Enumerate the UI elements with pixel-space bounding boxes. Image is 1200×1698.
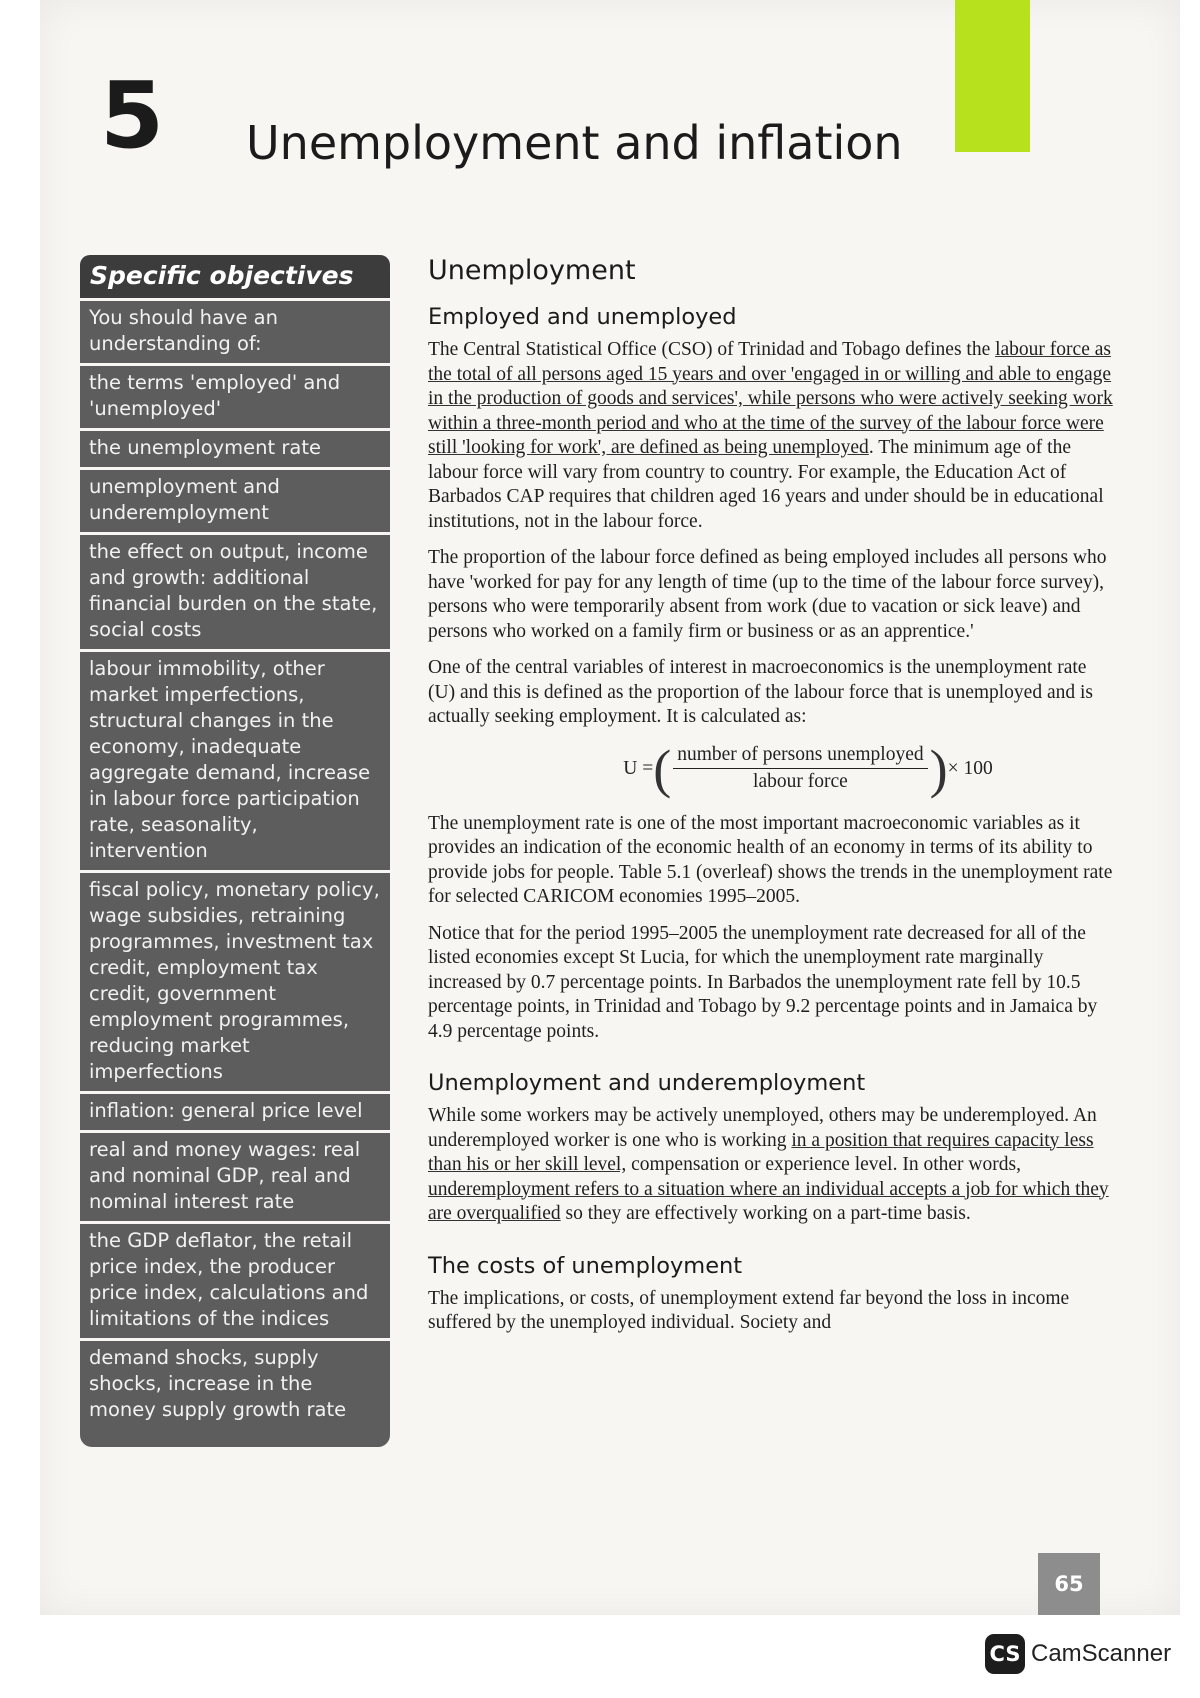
camscanner-logo-icon: CS xyxy=(985,1634,1025,1674)
main-text xyxy=(428,255,1118,1348)
sidebar-item: the GDP deflator, the retail price index, the producer price index, calculations and limitations of the indices xyxy=(80,1224,390,1338)
paragraph-text: compensation or experience level. In other words, xyxy=(626,1154,1021,1175)
paragraph: The implications, or costs, of unemployment extend far beyond the loss in income suffered by the unemployed individual. Society and xyxy=(428,1287,1070,1333)
sidebar-item: labour immobility, other market imperfections, structural changes in the economy, inadequate aggregate demand, increase in labour force participation rate, seasonality, intervention xyxy=(80,652,390,870)
formula-rhs: × 100 xyxy=(947,757,993,779)
paragraph-text: so they are effectively working on a part-time basis. xyxy=(560,1203,971,1224)
unemployment-rate-formula xyxy=(498,738,1118,799)
sidebar-header: Specific objectives xyxy=(80,255,390,298)
paragraph-text: While some workers may be actively unemployed, others may be underemployed. An underemployed worker is one who is working xyxy=(428,1105,1097,1151)
sidebar-item: fiscal policy, monetary policy, wage subsidies, retraining programmes, investment tax credit, employment tax credit, government employment programmes, reducing market imperfections xyxy=(80,873,390,1091)
paragraph: The proportion of the labour force defined as being employed includes all persons who have 'worked for pay for any length of time (up to the time of the labour force survey), persons who were temporarily absent from work (due to vacation or sick leave) and persons who worked on a family firm or business or as an apprentice.' xyxy=(428,547,1107,642)
camscanner-watermark xyxy=(985,1634,1171,1674)
right-paren-glyph: ) xyxy=(929,738,948,799)
subsection-title: Employed and unemployed xyxy=(428,304,737,330)
sidebar-item: demand shocks, supply shocks, increase in the money supply growth rate xyxy=(80,1341,390,1447)
formula-lhs: U = xyxy=(623,757,654,779)
paragraph xyxy=(428,1104,1118,1227)
underlined-text: labour force as the total of all persons aged 15 years and over 'engaged in or willing and able to engage in the production of goods and services', while persons who were actively seeking work within a three-month period and who at the time of the survey of the labour force were still 'looking for work', are defined as being unemployed xyxy=(428,339,1113,458)
sidebar-item: real and money wages: real and nominal GDP, real and nominal interest rate xyxy=(80,1133,390,1221)
objectives-sidebar xyxy=(80,255,390,1447)
underlined-text: underemployment refers to a situation where an individual accepts a job for which they are overqualified xyxy=(428,1178,1109,1224)
sidebar-item: inflation: general price level xyxy=(80,1094,390,1130)
subsection-title: The costs of unemployment xyxy=(428,1252,743,1279)
sidebar-item: unemployment and underemployment xyxy=(80,470,390,532)
paragraph: Notice that for the period 1995–2005 the unemployment rate decreased for all of the listed economies except St Lucia, for which the unemployment rate marginally increased by 0.7 percentage points. In Barbados the unemployment rate fell by 10.5 percentage points, in Trinidad and Tobago by 9.2 percentage points and in Jamaica by 4.9 percentage points. xyxy=(428,922,1098,1042)
left-paren-glyph: ( xyxy=(653,738,672,799)
sidebar-item: the unemployment rate xyxy=(80,431,390,467)
page-number: 65 xyxy=(1038,1553,1100,1615)
sidebar-item: the terms 'employed' and 'unemployed' xyxy=(80,366,390,428)
paragraph: One of the central variables of interest in macroeconomics is the unemployment rate (U) and this is defined as the proportion of the labour force that is unemployed and is actually seeking employment. It is calculated as: xyxy=(428,657,1093,727)
subsection-title: Unemployment and underemployment xyxy=(428,1070,866,1096)
formula-numerator: number of persons unemployed xyxy=(673,744,927,769)
paragraph: The unemployment rate is one of the most important macroeconomic variables as it provides an indication of the economic health of an economy in terms of its ability to provide jobs for people. Table 5.1 (overleaf) shows the trends in the unemployment rate for selected CARICOM economies 1995–2005. xyxy=(428,812,1113,907)
underlined-text: in a position that requires capacity less than his or her skill level, xyxy=(428,1129,1094,1175)
paragraph-text: . The minimum age of the labour force will vary from country to country. For example, the Education Act of Barbados CAP requires that children aged 16 years and under should be in educational institutions, not in the labour force. xyxy=(428,437,1104,532)
camscanner-label: CamScanner xyxy=(1031,1640,1172,1667)
section-heading: Unemployment xyxy=(428,255,636,286)
chapter-title: Unemployment and inflation xyxy=(246,116,903,170)
formula-denominator: labour force xyxy=(753,771,848,792)
green-tab-marker xyxy=(955,0,1030,152)
sidebar-item: the effect on output, income and growth: additional financial burden on the state, social costs xyxy=(80,535,390,649)
paragraph xyxy=(428,338,1118,534)
chapter-number: 5 xyxy=(100,62,165,169)
fraction xyxy=(673,744,927,793)
paragraph-text: The Central Statistical Office (CSO) of Trinidad and Tobago defines the xyxy=(428,339,996,360)
sidebar-item: You should have an understanding of: xyxy=(80,301,390,363)
